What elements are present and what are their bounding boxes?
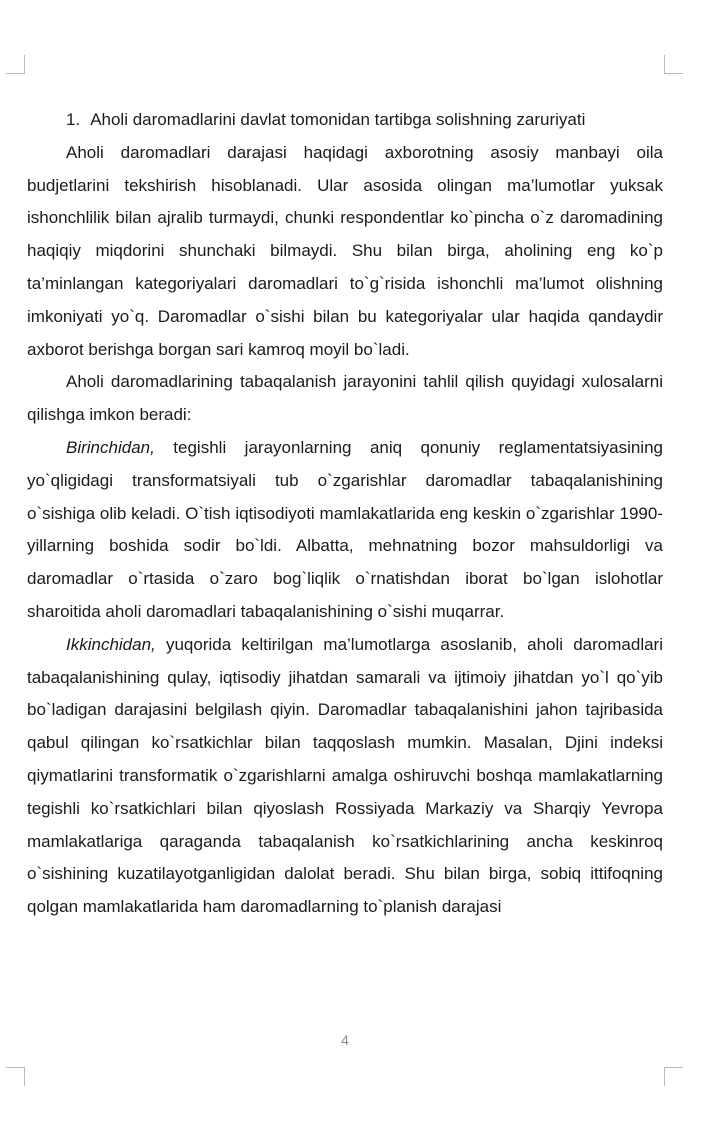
paragraph-lead: Ikkinchidan,: [66, 634, 156, 654]
crop-mark-bottom-right: [664, 1067, 683, 1086]
paragraph-3: [27, 432, 663, 629]
paragraph-text: yuqorida keltirilgan ma’lumotlarga asoslanib, aholi daromadlari tabaqalanishining qulay, iqtisodiy jihatdan samarali va ijtimoiy jihatdan yo`l qo`yib bo`ladigan darajasini belgilash qiyin. Daromadlar tabaqalanishini jahon tajribasida qabul qilingan ko`rsatkichlar bilan taqqoslash mumkin. Masalan, Djini indeksi qiymatlarini transformatik o`zgarishlarni amalga oshiruvchi boshqa mamlakatlarning tegishli ko`rsatkichlari bilan qiyoslash Rossiyada Markaziy va Sharqiy Yevropa mamlakatlariga qaraganda tabaqalanish ko`rsatkichlarining ancha keskinroq o`sishining kuzatilayotganligidan dalolat beradi. Shu bilan birga, sobiq ittifoqning qolgan mamlakatlarida ham daromadlarning to`planish darajasi: [27, 634, 663, 917]
paragraph-text: tegishli jarayonlarning aniq qonuniy reglamentatsiyasining yo`qligidagi transformatsiyali tub o`zgarishlar daromadlar tabaqalanishining o`sishiga olib keladi. O`tish iqtisodiyoti mamlakatlarida eng keskin o`zgarishlar 1990-yillarning boshida sodir bo`ldi. Albatta, mehnatning bozor mahsuldorligi va daromadlar o`rtasida o`zaro bog`liqlik o`rnatishdan iborat bo`lgan islohotlar sharoitida aholi daromadlari tabaqalanishining o`sishi muqarrar.: [27, 437, 663, 621]
section-heading: [27, 104, 663, 137]
crop-mark-bottom-left: [6, 1067, 25, 1086]
paragraph-1: [27, 137, 663, 367]
paragraph-4: [27, 629, 663, 924]
section-title: Aholi daromadlarini davlat tomonidan tartibga solishning zaruriyati: [90, 110, 586, 129]
page-number: 4: [341, 1032, 349, 1048]
section-number: 1.: [66, 110, 81, 129]
crop-mark-top-left: [6, 55, 25, 74]
paragraph-text: Aholi daromadlari darajasi haqidagi axborotning asosiy manbayi oila budjetlarini tekshirish hisoblanadi. Ular asosida olingan ma’lumotlar yuksak ishonchlilik bilan ajralib turmaydi, chunki respondentlar ko`pincha o`z daromadining haqiqiy miqdorini shunchaki bilmaydi. Shu bilan birga, aholining eng ko`p ta’minlangan kategoriyalari daromadlari to`g`risida ishonchli ma’lumot olishning imkoniyati yo`q. Daromadlar o`sishi bilan bu kategoriyalar ular haqida qandaydir axborot berishga borgan sari kamroq moyil bo`ladi.: [27, 142, 663, 359]
paragraph-lead: Birinchidan,: [66, 437, 155, 457]
paragraph-text: Aholi daromadlarining tabaqalanish jarayonini tahlil qilish quyidagi xulosalarni qilishga imkon beradi:: [27, 372, 663, 425]
page-body: [27, 104, 663, 924]
paragraph-2: [27, 366, 663, 432]
crop-mark-top-right: [664, 55, 683, 74]
